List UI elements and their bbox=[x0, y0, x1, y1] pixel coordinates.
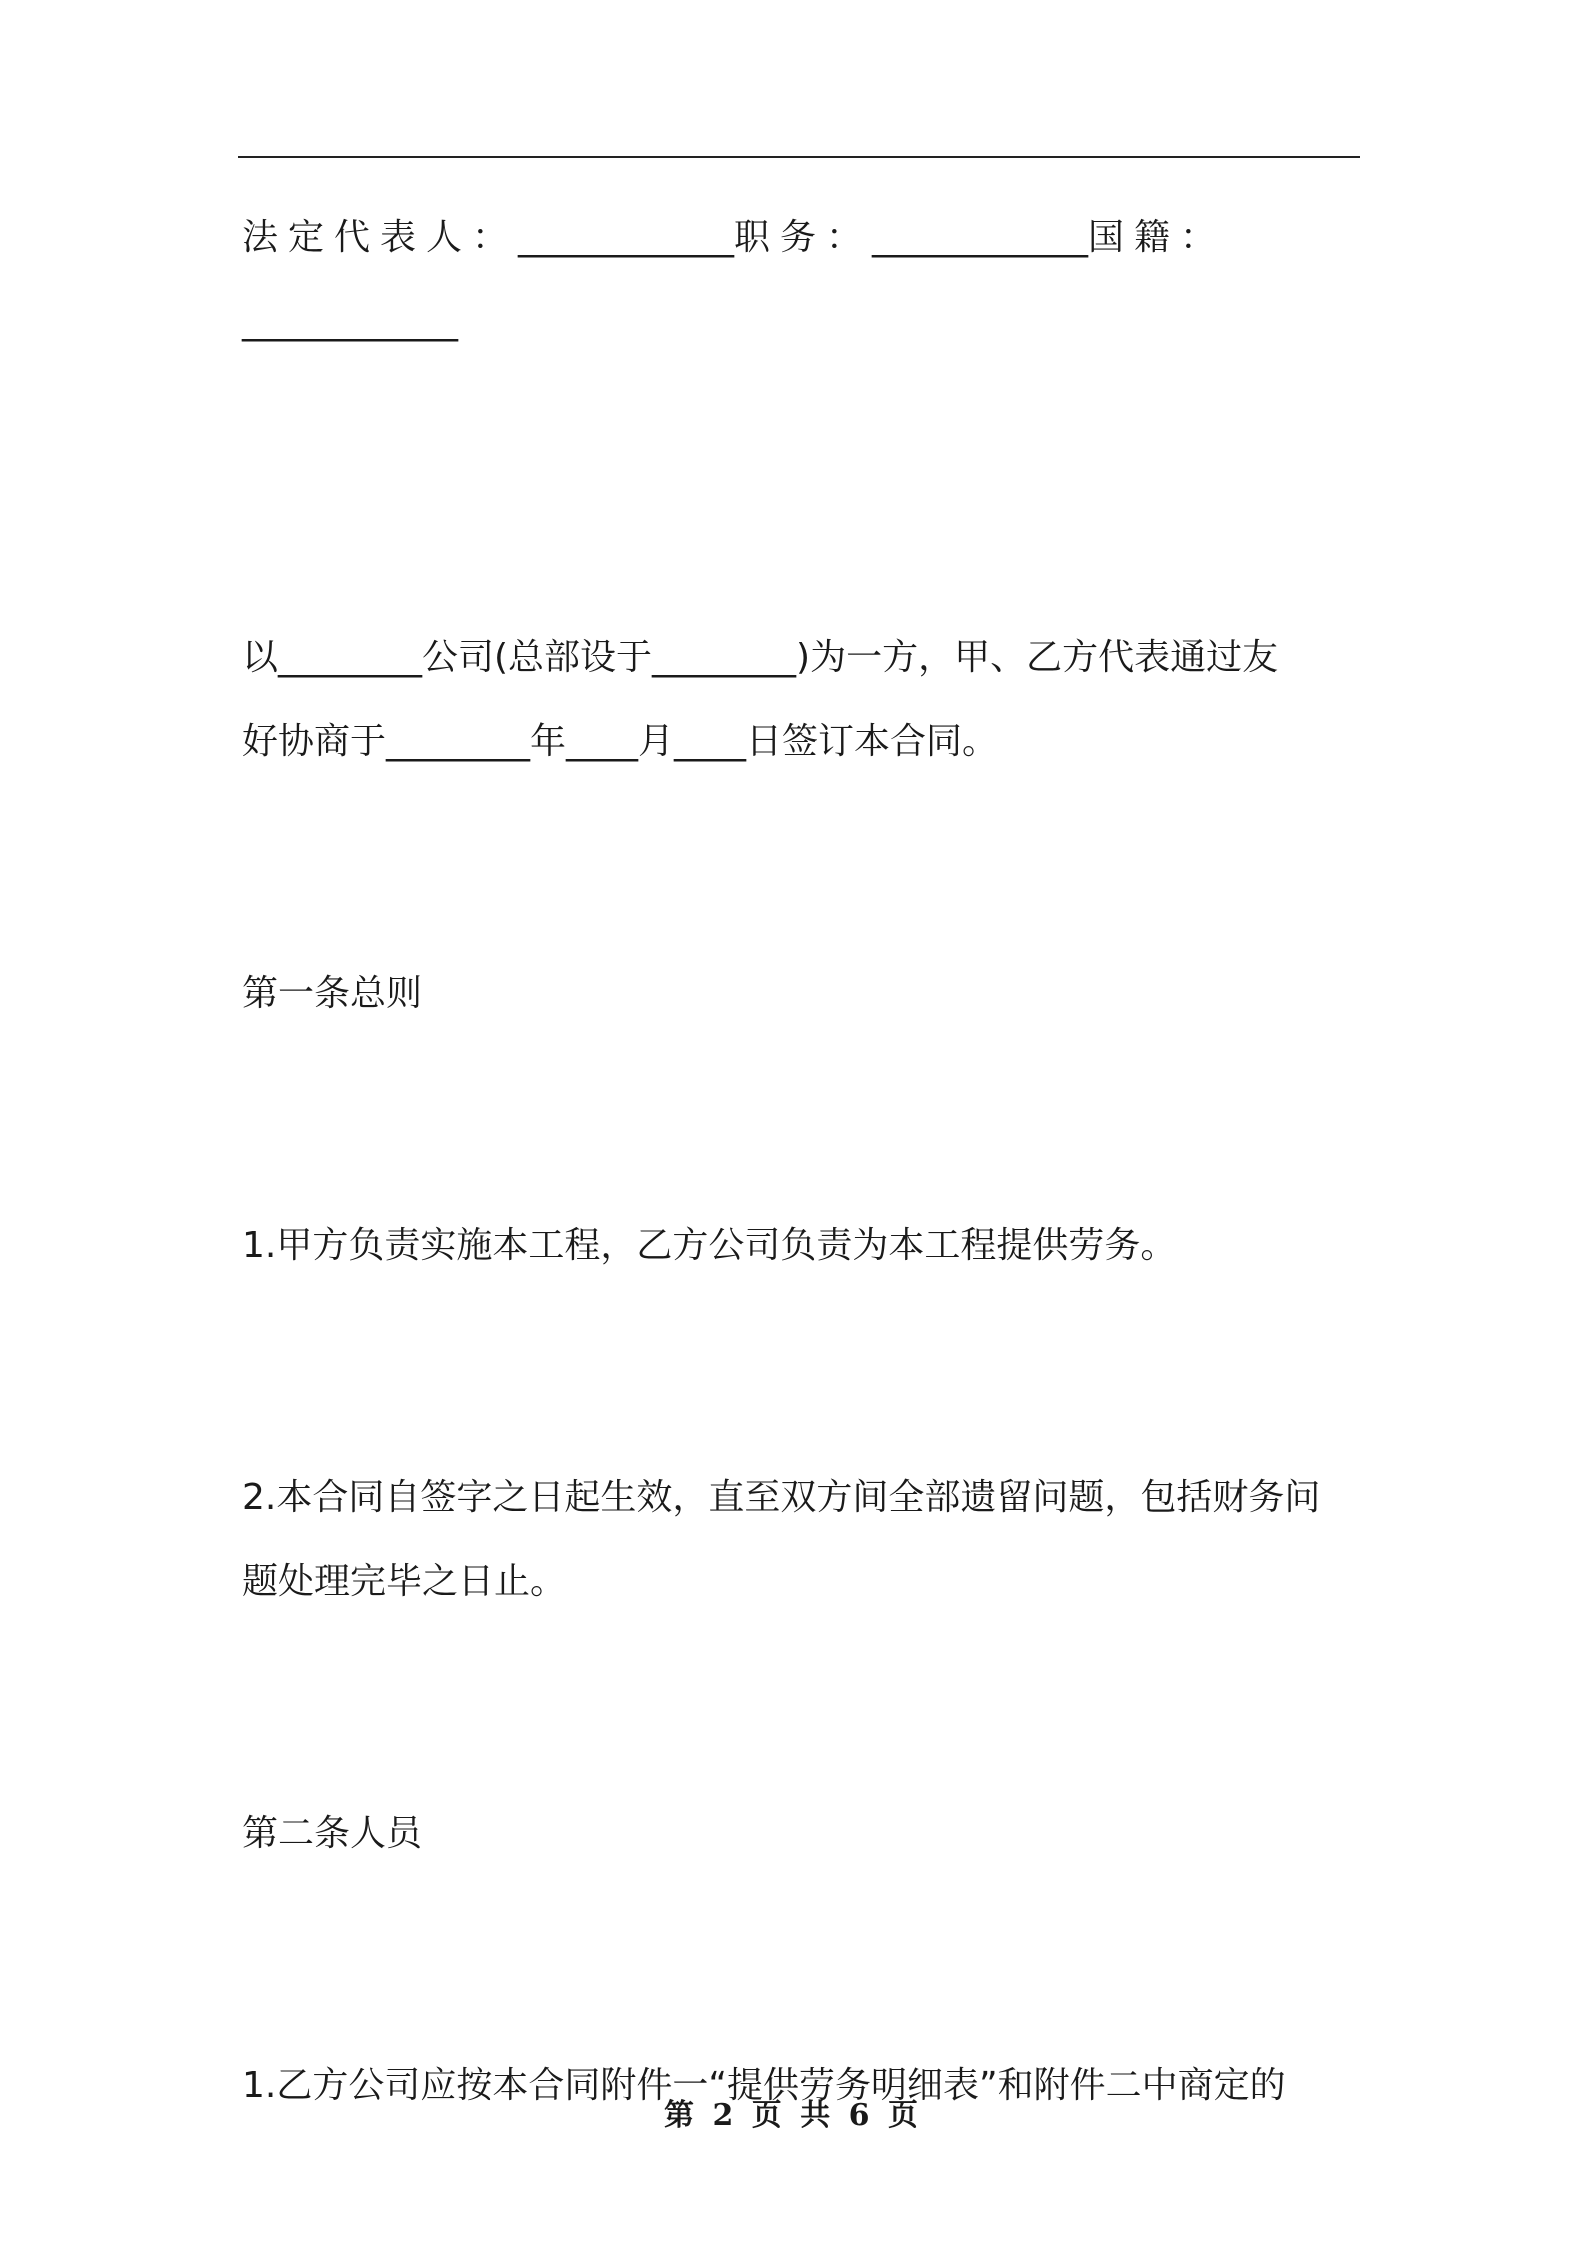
legal-rep-blank: ____________ bbox=[518, 217, 735, 258]
intro-line-1: 以________公司(总部设于________)为一方，甲、乙方代表通过友 bbox=[242, 637, 1279, 678]
position-label: 职务： bbox=[734, 217, 873, 258]
header-rule bbox=[238, 156, 1360, 158]
article-1-title: 第一条总则 bbox=[242, 973, 423, 1014]
article-1-item-1: 1.甲方负责实施本工程，乙方公司负责为本工程提供劳务。 bbox=[242, 1225, 1177, 1266]
article-1-item-2-line-1: 2.本合同自签字之日起生效，直至双方间全部遗留问题，包括财务问 bbox=[242, 1477, 1321, 1518]
position-blank: ____________ bbox=[872, 217, 1089, 258]
intro-line-2: 好协商于________年____月____日签订本合同。 bbox=[242, 721, 999, 762]
page-footer: 第 2 页 共 6 页 bbox=[664, 2098, 922, 2133]
article-2-item-1: 1.乙方公司应按本合同附件一“提供劳务明细表”和附件二中商定的 bbox=[242, 2065, 1286, 2106]
document-body bbox=[242, 196, 1360, 2128]
legal-rep-label: 法定代表人： bbox=[242, 217, 519, 258]
intro-paragraph bbox=[242, 616, 1360, 784]
article-2-title: 第二条人员 bbox=[242, 1813, 423, 1854]
nationality-label: 国籍： bbox=[1088, 217, 1227, 258]
article-1-item-2 bbox=[242, 1456, 1360, 1624]
legal-rep-line bbox=[242, 196, 1360, 280]
article-1-item-2-line-2: 题处理完毕之日止。 bbox=[242, 1561, 567, 1602]
nationality-blank: ____________ bbox=[242, 301, 458, 342]
